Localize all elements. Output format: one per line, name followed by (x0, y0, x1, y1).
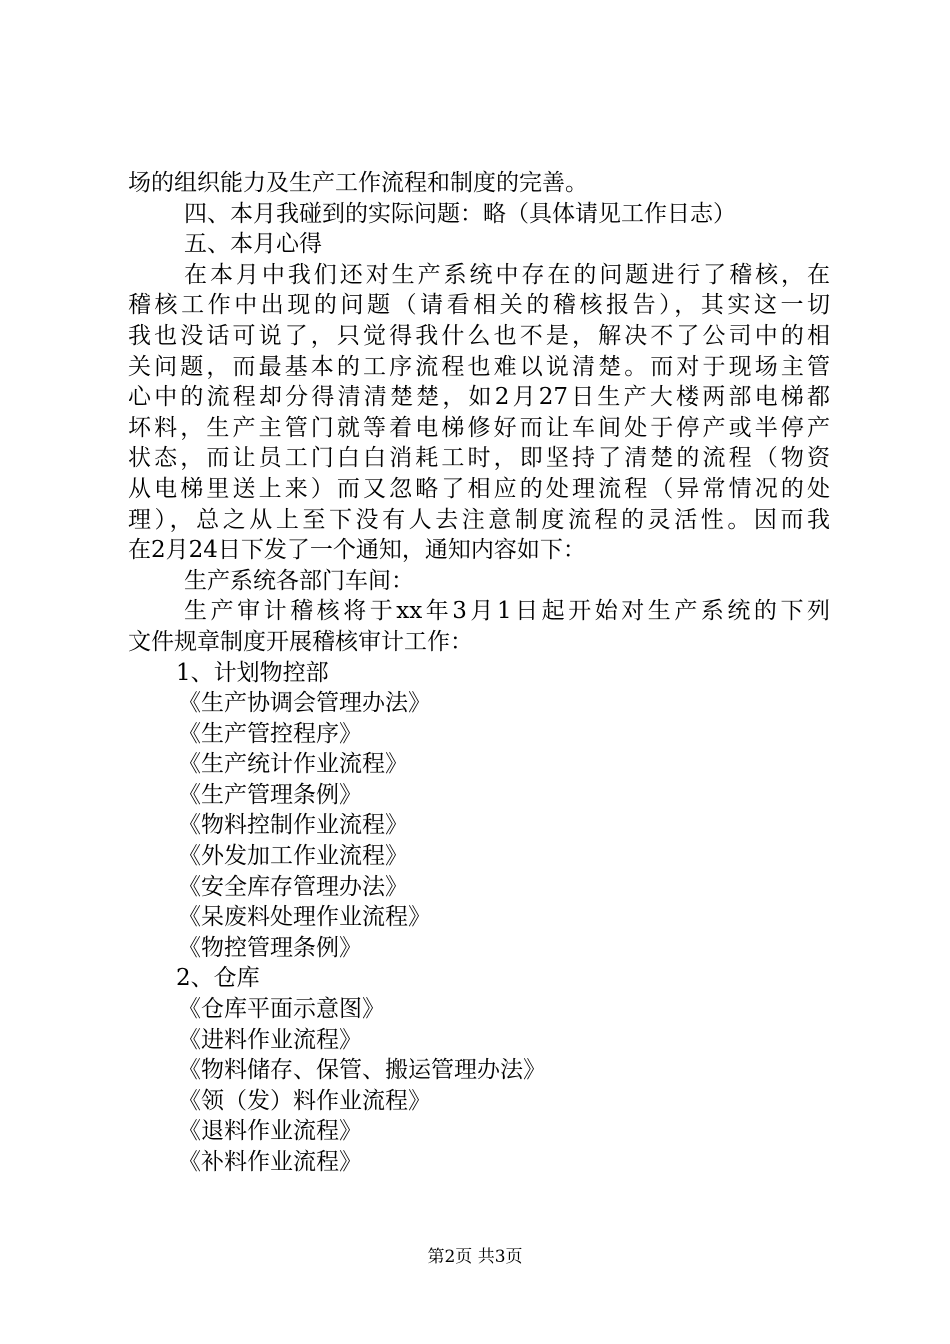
section-heading: 五、本月心得 (184, 231, 322, 258)
text-line: 在2月24日下发了一个通知，通知内容如下： (128, 537, 586, 564)
list-item: 《生产统计作业流程》 (178, 751, 408, 778)
list-item: 《生产管理条例》 (178, 781, 362, 808)
list-heading: 1、计划物控部 (176, 659, 329, 686)
text-line: 场的组织能力及生产工作流程和制度的完善。 (128, 170, 588, 196)
list-item: 《呆废料处理作业流程》 (178, 904, 431, 931)
list-item: 《补料作业流程》 (178, 1149, 362, 1175)
text-line: 从电梯里送上来）而又忽略了相应的处理流程（异常情况的处 (128, 475, 830, 502)
list-item: 《物控管理条例》 (178, 934, 362, 961)
document-body (128, 168, 830, 1178)
text-line: 我也没话可说了，只觉得我什么也不是，解决不了公司中的相 (128, 322, 830, 349)
text-line: 理），总之从上至下没有人去注意制度流程的灵活性。因而我 (128, 506, 830, 533)
text-line: 心中的流程却分得清清楚楚，如2月27日生产大楼两部电梯都 (128, 384, 830, 411)
list-heading: 2、仓库 (176, 965, 260, 992)
list-item: 《生产协调会管理办法》 (178, 690, 431, 717)
section-heading: 四、本月我碰到的实际问题：略（具体请见工作日志） (184, 200, 736, 227)
list-item: 《物料控制作业流程》 (178, 812, 408, 839)
notice-addressee: 生产系统各部门车间： (184, 567, 414, 594)
list-item: 《领（发）料作业流程》 (178, 1087, 431, 1114)
list-item: 《退料作业流程》 (178, 1118, 362, 1145)
page-number-footer: 第2页 共3页 (427, 1247, 523, 1267)
text-line: 关问题，而最基本的工序流程也难以说清楚。而对于现场主管 (128, 353, 830, 380)
text-line: 在本月中我们还对生产系统中存在的问题进行了稽核，在 (184, 261, 830, 288)
text-line: 文件规章制度开展稽核审计工作： (128, 628, 473, 655)
list-item: 《物料储存、保管、搬运管理办法》 (178, 1057, 546, 1084)
list-item: 《进料作业流程》 (178, 1026, 362, 1053)
list-item: 《安全库存管理办法》 (178, 873, 408, 900)
list-item: 《仓库平面示意图》 (178, 996, 385, 1023)
text-line: 坏料，生产主管门就等着电梯修好而让车间处于停产或半停产 (128, 414, 830, 441)
text-line: 生产审计稽核将于xx年3月1日起开始对生产系统的下列 (184, 598, 830, 625)
list-item: 《外发加工作业流程》 (178, 843, 408, 870)
text-line: 状态，而让员工门白白消耗工时，即坚持了清楚的流程（物资 (128, 445, 830, 472)
text-line: 稽核工作中出现的问题（请看相关的稽核报告），其实这一切 (128, 292, 830, 319)
list-item: 《生产管控程序》 (178, 720, 362, 747)
